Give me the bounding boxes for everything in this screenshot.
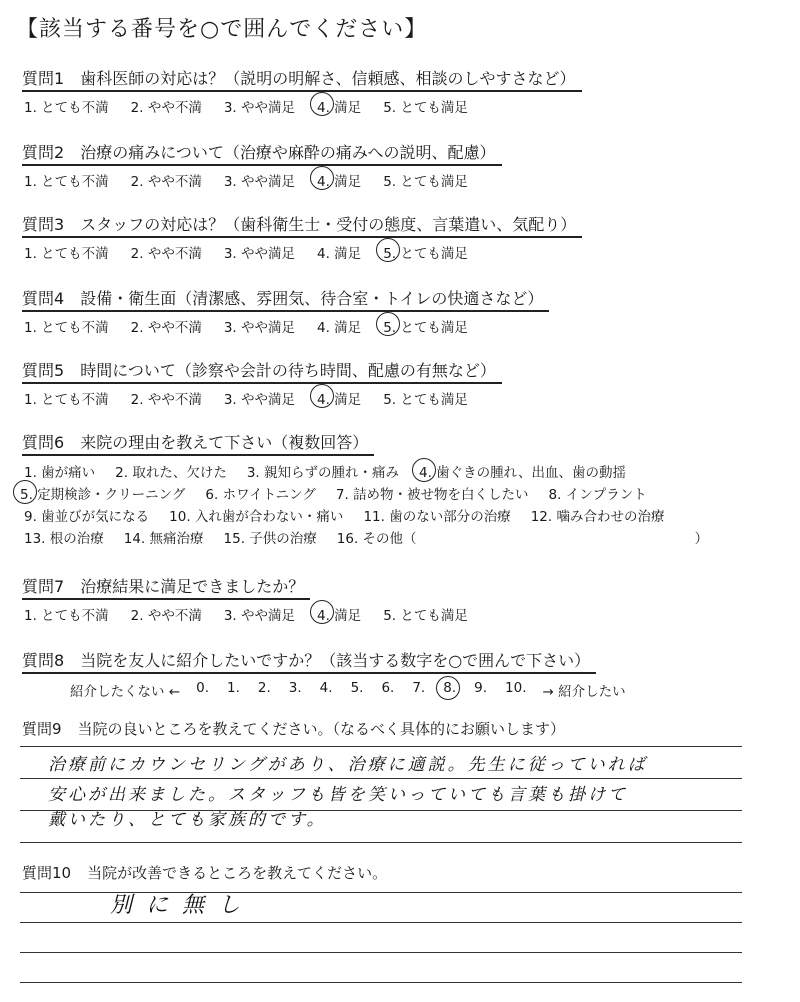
q2-options (22, 170, 782, 190)
q6-option-10: 10. 入れ歯が合わない・痛い (169, 509, 344, 525)
answer-line (20, 922, 742, 923)
q6-option-5-circled: 5. 定期検診・クリーニング (18, 484, 187, 506)
q6-option-9: 9. 歯並びが気になる (24, 509, 150, 525)
question-3 (22, 212, 782, 262)
q7-option-3: 3. やや満足 (223, 608, 296, 624)
q2-option-5: 5. とても満足 (383, 174, 468, 190)
q9-handwritten-line-2: 安心が出来ました。スタッフも皆を笑いっていても言葉も掛けて (48, 785, 628, 805)
q3-option-5-circled: 5. とても満足 (381, 242, 470, 262)
q3-option-4: 4. 満足 (317, 246, 362, 262)
answer-line (20, 746, 742, 747)
q2-option-2: 2. やや不満 (130, 174, 202, 190)
q4-option-5-circled: 5. とても満足 (381, 316, 470, 336)
q6-option-13: 13. 根の治療 (24, 531, 104, 547)
q9-text: 当院の良いところを教えてください。（なるべく具体的にお願いします） (77, 720, 566, 738)
q2-option-1: 1. とても不満 (24, 174, 109, 190)
q4-option-4: 4. 満足 (317, 320, 362, 336)
question-9 (22, 718, 782, 739)
q6-option-1: 1. 歯が痛い (24, 465, 96, 481)
q8-scale-10: 10. (505, 680, 527, 696)
q8-scale-2: 2. (257, 680, 271, 696)
q1-number: 質問1 (22, 69, 65, 88)
q8-number: 質問8 (22, 651, 65, 670)
q6-option-8: 8. インプラント (548, 487, 647, 503)
answer-line (20, 952, 742, 953)
q2-number: 質問2 (22, 143, 65, 162)
q6-text: 来院の理由を教えて下さい（複数回答） (80, 433, 369, 452)
q3-options (22, 242, 782, 262)
q1-option-3: 3. やや満足 (223, 100, 296, 116)
q6-row-4 (22, 528, 782, 550)
q1-options (22, 96, 782, 116)
q6-row-1 (22, 462, 782, 484)
q6-number: 質問6 (22, 433, 65, 452)
q6-option-14: 14. 無痛治療 (123, 531, 204, 547)
q8-scale-numbers (194, 680, 528, 700)
q6-option-12: 12. 噛み合わせの治療 (530, 509, 665, 525)
q8-scale-9: 9. (474, 680, 488, 696)
q4-option-2: 2. やや不満 (130, 320, 202, 336)
question-4 (22, 286, 782, 336)
q7-option-4-circled: 4. 満足 (315, 604, 363, 624)
q2-text: 治療の痛みについて（治療や麻酔の痛みへの説明、配慮） (80, 143, 496, 162)
q5-option-2: 2. やや不満 (130, 392, 202, 408)
q8-scale-5: 5. (350, 680, 364, 696)
answer-line (20, 982, 742, 983)
q1-option-2: 2. やや不満 (130, 100, 202, 116)
q4-text: 設備・衛生面（清潔感、雰囲気、待合室・トイレの快適さなど） (80, 289, 544, 308)
answer-line (20, 842, 742, 843)
q8-scale-4: 4. (319, 680, 333, 696)
q8-scale-3: 3. (288, 680, 302, 696)
q8-scale-7: 7. (412, 680, 426, 696)
q4-number: 質問4 (22, 289, 65, 308)
q8-scale-6: 6. (381, 680, 395, 696)
q3-text: スタッフの対応は？（歯科衛生士・受付の態度、言葉遣い、気配り） (80, 215, 577, 234)
q6-option-6: 6. ホワイトニング (205, 487, 316, 503)
q7-option-1: 1. とても不満 (24, 608, 109, 624)
q8-scale-8-circled: 8. (441, 680, 458, 700)
question-10 (22, 862, 782, 883)
q4-options (22, 316, 782, 336)
q6-option-2: 2. 取れた、欠けた (115, 465, 227, 481)
q8-text: 当院を友人に紹介したいですか？（該当する数字を○で囲んで下さい） (80, 651, 591, 670)
q9-handwritten-line-1: 治療前にカウンセリングがあり、治療に適説。先生に従っていれば (48, 755, 648, 775)
q3-option-1: 1. とても不満 (24, 246, 109, 262)
question-8 (22, 648, 782, 700)
q6-option-15: 15. 子供の治療 (223, 531, 317, 547)
q1-option-4-circled: 4. 満足 (315, 96, 363, 116)
q6-row-2 (18, 484, 782, 506)
q7-number: 質問7 (22, 577, 65, 596)
q7-option-2: 2. やや不満 (130, 608, 202, 624)
q2-option-3: 3. やや満足 (223, 174, 296, 190)
q5-option-3: 3. やや満足 (223, 392, 296, 408)
q1-option-1: 1. とても不満 (24, 100, 109, 116)
q10-handwritten-answer: 別に無し (110, 893, 255, 918)
question-7 (22, 574, 782, 624)
q8-scale-0: 0. (196, 680, 209, 696)
q4-option-3: 3. やや満足 (223, 320, 296, 336)
q9-number: 質問9 (22, 720, 62, 738)
question-1 (22, 66, 782, 116)
q5-options (22, 388, 782, 408)
q2-option-4-circled: 4. 満足 (315, 170, 363, 190)
q6-option-16: 16. その他（ (336, 531, 417, 547)
q7-option-5: 5. とても満足 (383, 608, 468, 624)
question-6 (22, 430, 782, 550)
q5-option-4-circled: 4. 満足 (315, 388, 363, 408)
q8-scale-1: 1. (227, 680, 240, 696)
q6-other-close-paren: ） (694, 531, 709, 547)
q9-handwritten-line-3: 戴いたり、とても家族的です。 (48, 810, 327, 830)
q10-text: 当院が改善できるところを教えてください。 (87, 864, 388, 882)
q6-option-3: 3. 親知らずの腫れ・痛み (246, 465, 400, 481)
answer-line (20, 778, 742, 779)
q3-option-3: 3. やや満足 (223, 246, 296, 262)
q7-options (22, 604, 782, 624)
q8-right-label: → 紹介したい (542, 684, 626, 700)
q6-option-7: 7. 詰め物・被せ物を白くしたい (335, 487, 529, 503)
q8-left-label: 紹介したくない ← (70, 684, 181, 700)
q5-number: 質問5 (22, 361, 65, 380)
q6-option-11: 11. 歯のない部分の治療 (363, 509, 511, 525)
q5-option-5: 5. とても満足 (383, 392, 468, 408)
instruction-header: 【該当する番号を○で囲んでください】 (16, 17, 428, 42)
q6-row-3 (22, 506, 782, 528)
q5-text: 時間について（診察や会計の待ち時間、配慮の有無など） (80, 361, 496, 380)
q7-text: 治療結果に満足できましたか？ (80, 577, 305, 596)
q3-option-2: 2. やや不満 (130, 246, 202, 262)
q10-number: 質問10 (22, 864, 72, 882)
question-2 (22, 140, 782, 190)
q6-option-4-circled: 4. 歯ぐきの腫れ、出血、歯の動揺 (417, 462, 628, 484)
q8-scale (22, 680, 782, 700)
q4-option-1: 1. とても不満 (24, 320, 109, 336)
q5-option-1: 1. とても不満 (24, 392, 109, 408)
q6-options (22, 462, 782, 550)
q1-option-5: 5. とても満足 (383, 100, 468, 116)
question-5 (22, 358, 782, 408)
q3-number: 質問3 (22, 215, 65, 234)
q1-text: 歯科医師の対応は？（説明の明解さ、信頼感、相談のしやすさなど） (80, 69, 576, 88)
